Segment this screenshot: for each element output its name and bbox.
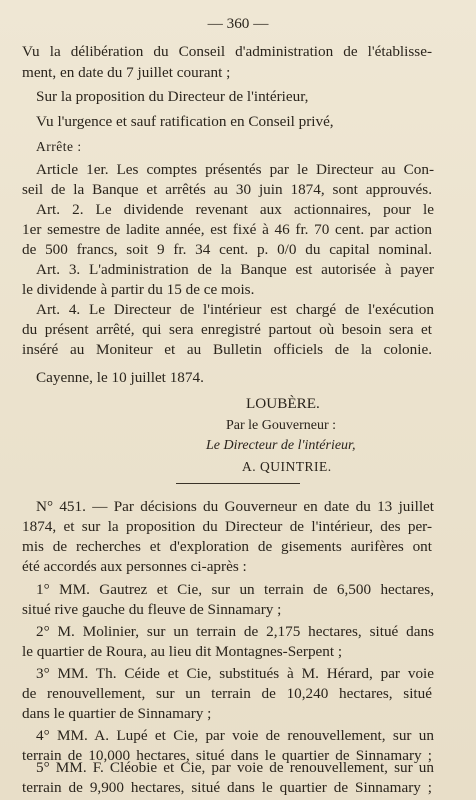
- text-line: de renouvellement, sur un terrain de 10,240 hectares, situé: [22, 685, 432, 702]
- text-line: Article 1er. Les comptes présentés par le Directeur au Con-: [36, 161, 434, 178]
- date-line: Cayenne, le 10 juillet 1874.: [36, 369, 204, 386]
- arrete-heading: Arrête :: [36, 139, 82, 154]
- text-line: 1° MM. Gautrez et Cie, sur un terrain de 6,500 hectares,: [36, 581, 434, 598]
- text-line: de 500 francs, soit 9 fr. 34 cent. p. 0/0 du capital nominal.: [22, 241, 432, 258]
- text-line: Vu l'urgence et sauf ratification en Conseil privé,: [36, 113, 334, 130]
- text-line: mis de recherches et d'exploration de gisements aurifères ont: [22, 538, 432, 555]
- text-line: 5° MM. F. Cléobie et Cie, par voie de renouvellement, sur un: [36, 759, 434, 776]
- text-line: terrain de 10,000 hectares, situé dans le quartier de Sinnamary ;: [22, 747, 432, 764]
- text-line: Vu la délibération du Conseil d'administration de l'établisse-: [22, 43, 432, 60]
- text-line: 2° M. Molinier, sur un terrain de 2,175 hectares, situé dans: [36, 623, 434, 640]
- text-line: 1874, et sur la proposition du Directeur de l'intérieur, des per-: [22, 518, 432, 535]
- text-line: situé rive gauche du fleuve de Sinnamary ;: [22, 601, 282, 618]
- text-line: 4° MM. A. Lupé et Cie, par voie de renouvellement, sur un: [36, 727, 434, 744]
- signature-signer: A. QUINTRIE.: [242, 459, 332, 474]
- page-number: — 360 —: [207, 15, 269, 32]
- text-line: seil de la Banque et arrêtés au 30 juin 1874, sont approuvés.: [22, 181, 432, 198]
- text-line: Sur la proposition du Directeur de l'intérieur,: [36, 88, 309, 105]
- text-line: Art. 4. Le Directeur de l'intérieur est chargé de l'exécution: [36, 301, 434, 318]
- signature-name: LOUBÈRE.: [246, 395, 320, 412]
- signature-title: Le Directeur de l'intérieur,: [206, 438, 356, 453]
- text-line: inséré au Moniteur et au Bulletin officiels de la colonie.: [22, 341, 432, 358]
- text-line: N° 451. — Par décisions du Gouverneur en date du 13 juillet: [36, 498, 434, 515]
- text-line: Art. 3. L'administration de la Banque est autorisée à payer: [36, 261, 434, 278]
- text-line: 3° MM. Th. Céide et Cie, substitués à M. Hérard, par voie: [36, 665, 434, 682]
- text-line: Art. 2. Le dividende revenant aux actionnaires, pour le: [36, 201, 434, 218]
- section-divider: [176, 483, 300, 484]
- text-line: ment, en date du 7 juillet courant ;: [22, 64, 231, 81]
- text-line: terrain de 9,900 hectares, situé dans le quartier de Sinnamary ;: [22, 779, 432, 796]
- text-line: du présent arrêté, qui sera enregistré partout où besoin sera et: [22, 321, 432, 338]
- text-line: le dividende à partir du 15 de ce mois.: [22, 281, 255, 298]
- text-line: été accordés aux personnes ci-après :: [22, 558, 247, 575]
- text-line: dans le quartier de Sinnamary ;: [22, 705, 212, 722]
- signature-by: Par le Gouverneur :: [226, 418, 337, 433]
- text-line: le quartier de Roura, au lieu dit Montagnes-Serpent ;: [22, 643, 343, 660]
- text-line: 1er semestre de ladite année, est fixé à 46 fr. 70 cent. par action: [22, 221, 432, 238]
